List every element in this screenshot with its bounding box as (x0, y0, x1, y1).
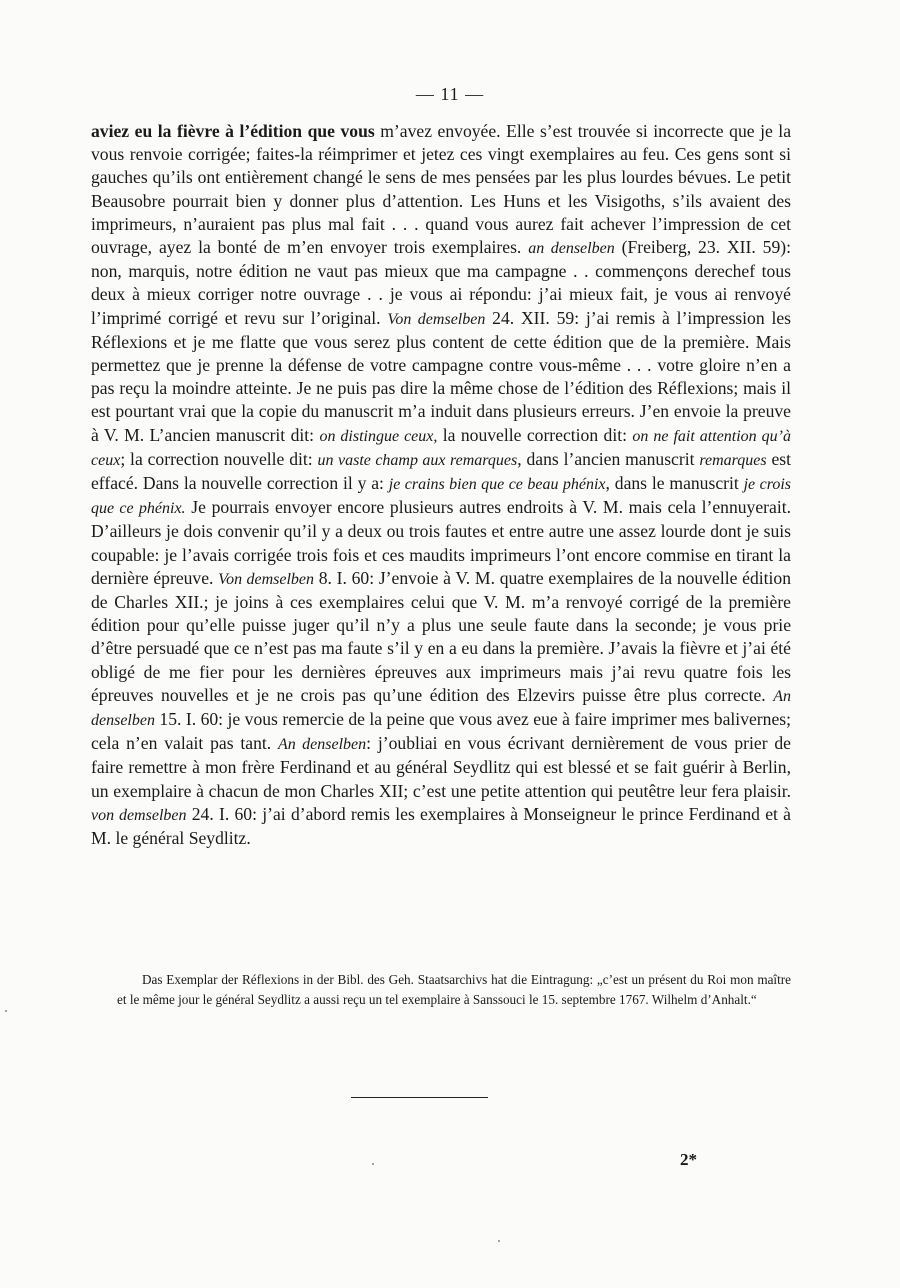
italic-run: Von demselben (387, 310, 486, 328)
italic-run: on distingue ceux, (319, 427, 438, 445)
lead-phrase: aviez eu la fièvre à l’édition que vous (91, 121, 375, 141)
body-paragraph (91, 120, 791, 850)
italic-run: un vaste champ aux remarques (317, 451, 518, 469)
text-run: 24. XII. 59: j’ai remis à l’impression les Réflexions et je me flatte que vous serez plus content de cette édition que de la première. Mais permettez que je prenne la défense de votre campagne contre vous-même . . . votre gloire n’en a pas reçu la moindre atteinte. Je ne puis pas dire la même chose de l’édition des Réflexions; mais il est pourtant vrai que la copie du manuscrit m’a induit dans plusieurs erreurs. J’en envoie la preuve à V. M. L’ancien manuscrit dit: (91, 307, 791, 445)
scan-speck (372, 1163, 374, 1165)
italic-run: je crains bien que ce beau phénix (388, 476, 606, 494)
text-run: 8. I. 60: J’envoie à V. M. quatre exemplaires de la nouvelle édition de Charles XII.; je joins à ces exemplaires celui que V. M. m’a renvoyé corrigé de la première édition pour qu’elle puisse juger qu’il n’y a plus une seule faute dans la seconde; je vous prie d’être persuadé que ce n’est pas ma faute s’il y en a eu dans la première. J’avais la fièvre et j’ai été obligé de me fier pour les dernières épreuves aux imprimeurs mais j’ai revu quatre fois les épreuves nouvelles et je ne crois pas qu’une édition des Elzevirs puisse être plus correcte. (91, 567, 792, 705)
text-run: 24. I. 60: j’ai d’abord remis les exemplaires à Monseigneur le prince Ferdinand et à M. le général Seydlitz. (91, 803, 791, 849)
page-number: — 11 — (415, 84, 485, 104)
text-run: 15. I. 60: je vous remercie de la peine que vous avez eue à faire imprimer mes balivernes; cela n’en valait pas tant. (91, 709, 791, 754)
text-run: est effacé. Dans la nouvelle correction il y a: (91, 448, 792, 494)
main-text (91, 120, 791, 850)
text-run: , dans le manuscrit (605, 473, 744, 494)
scan-speck (5, 1010, 7, 1012)
italic-run: on ne fait attention qu’à ceux (91, 427, 791, 469)
text-run: : j’oubliai en vous écrivant dernièrement de vous prier de faire remettre à mon frère Ferdinand et au général Seydlitz qui est blessé et se fait guérir à Berlin, un exemplaire à chacun de mon Charles XII; c’est une petite attention qui peutêtre leur fera plaisir. (91, 733, 791, 801)
section-divider (351, 1097, 488, 1098)
italic-run: je crois que ce phénix. (91, 476, 791, 518)
scan-speck (498, 1240, 500, 1242)
italic-run: von demselben (91, 806, 187, 824)
signature-mark: 2* (680, 1150, 697, 1169)
italic-run: remarques (699, 451, 767, 469)
footnote (117, 970, 791, 1009)
footnote-text: Das Exemplar der Réflexions in der Bibl. des Geh. Staatsarchivs hat die Eintragung: „c’est un présent du Roi mon maître et le même jour le général Seydlitz a aussi reçu un tel exemplaire à Sanssouci le 15. septembre 1767. Wilhelm d’Anhalt.“ (117, 972, 791, 1007)
text-run: Je pourrais envoyer encore plusieurs autres endroits à V. M. mais cela l’ennuyerait. D’ailleurs je dois convenir qu’il y a deux ou trois fautes et entre autre une assez lourde dont je suis coupable: je l’avais corrigée trois fois et ces maudits imprimeurs l’ont encore commise en tirant la dernière épreuve. (91, 497, 792, 588)
italic-run: an denselben (528, 240, 615, 258)
italic-run: Von demselben (218, 570, 315, 588)
text-run: ; la correction nouvelle dit: (120, 448, 318, 469)
text-run: la nouvelle correction dit: (437, 424, 633, 445)
text-run: m’avez envoyée. Elle s’est trouvée si incorrecte que je la vous renvoie corrigée; faites-la réimprimer et jetez ces vingt exemplaires au feu. Ces gens sont si gauches qu’ils ont entièrement changé le sens de mes pensées par les plus lourdes bévues. Le petit Beausobre pourrait bien y donner plus d’attention. Les Huns et les Visigoths, s’ils avaient des imprimeurs, n’auraient pas plus mal fait . . . quand vous aurez fait achever l’impression de cet ouvrage, ayez la bonté de m’en envoyer trois exemplaires. (91, 121, 791, 258)
italic-run: An denselben (91, 687, 791, 730)
text-run: (Freiberg, 23. XII. 59): non, marquis, notre édition ne vaut pas mieux que ma campagne . . commençons derechef tous deux à mieux corriger notre ouvrage . . je vous ai répondu: j’ai mieux fait, je vous ai renvoyé l’imprimé corrigé et revu sur l’original. (91, 237, 791, 328)
text-run: , dans l’ancien manuscrit (517, 448, 700, 469)
italic-run: An denselben (277, 736, 367, 754)
